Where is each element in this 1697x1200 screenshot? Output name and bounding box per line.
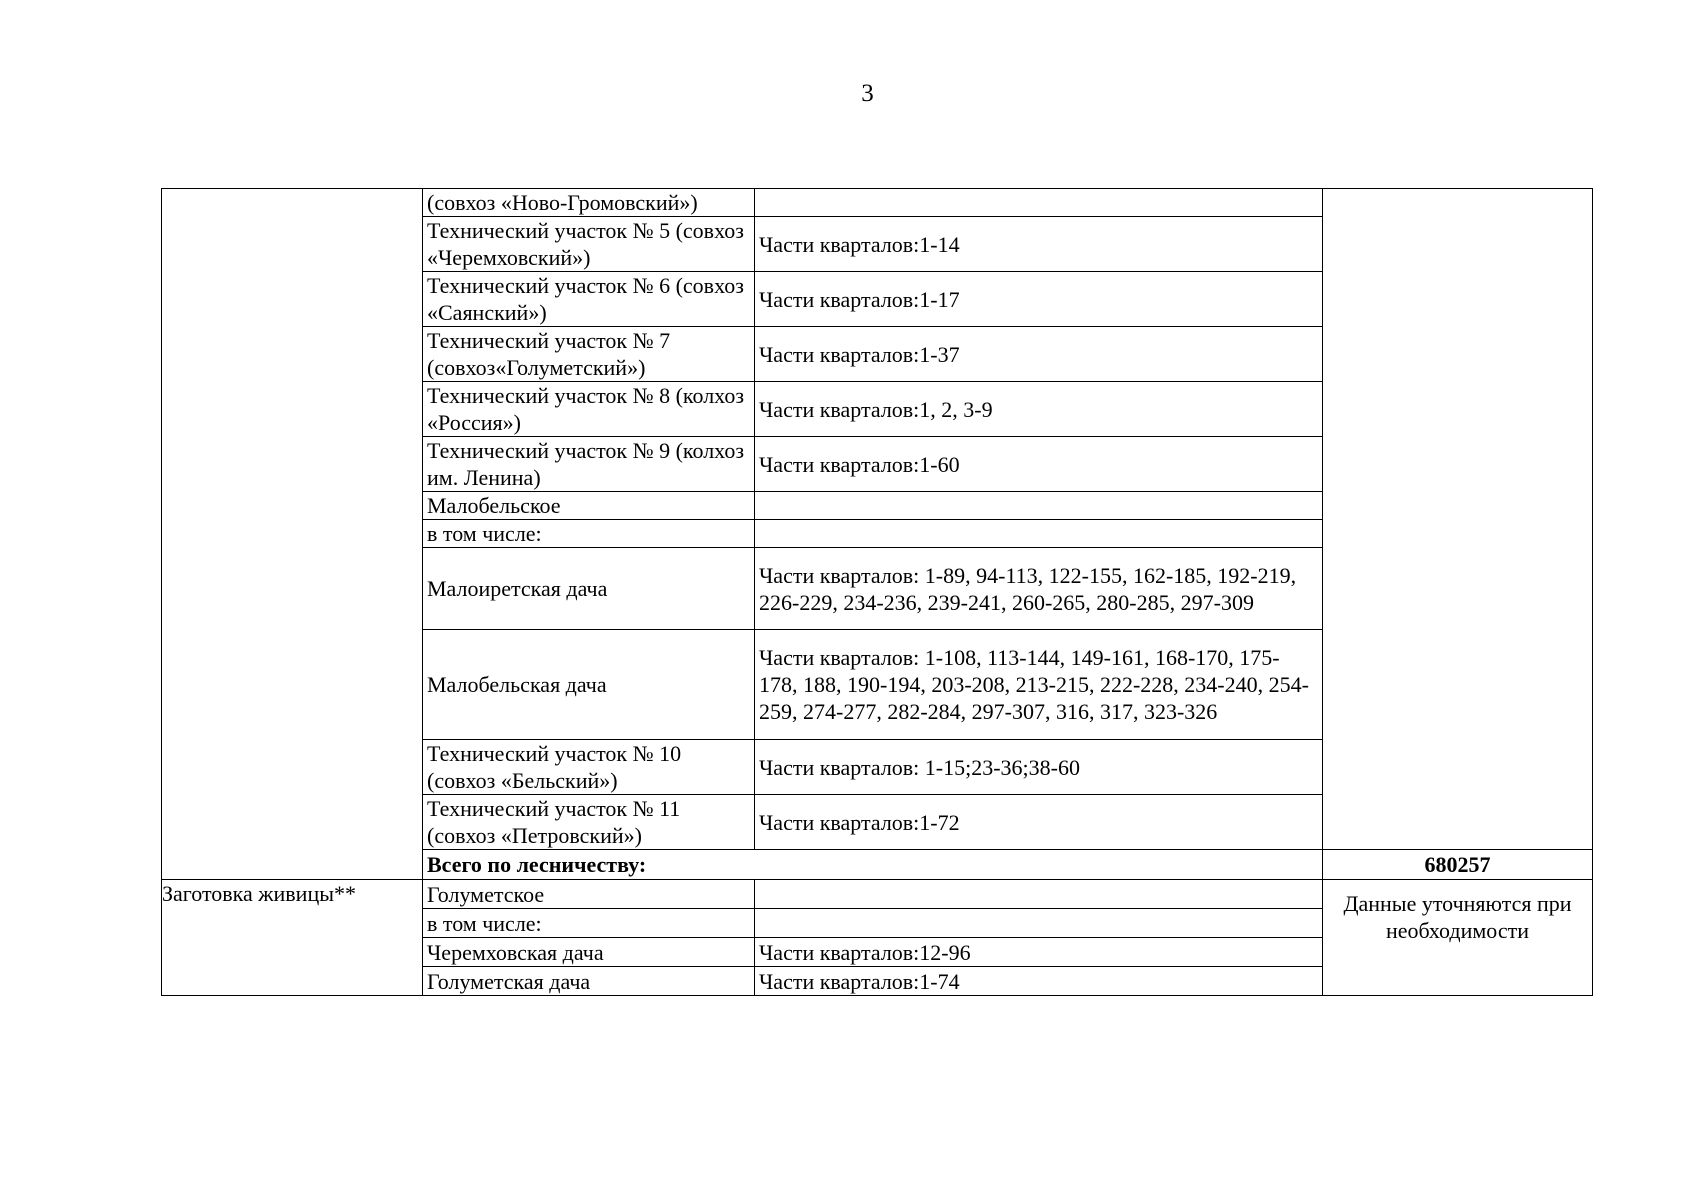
quarters-cell: Части кварталов:1-14: [755, 217, 1323, 272]
site-cell: Голуметское: [423, 880, 755, 909]
quarters-cell: Части кварталов: 1-108, 113-144, 149-161, 168-170, 175-178, 188, 190-194, 203-208, 213-215, 222-228, 234-240, 254-259, 274-277, 282-284, 297-307, 316, 317, 323-326: [755, 630, 1323, 740]
site-cell: (совхоз «Ново-Громовский»): [423, 189, 755, 217]
quarters-cell: Части кварталов:12-96: [755, 938, 1323, 967]
table-row: [162, 880, 1593, 909]
activity-cell: Заготовка живицы**: [162, 880, 423, 996]
site-cell: Технический участок № 6 (совхоз «Саянский»): [423, 272, 755, 327]
quarters-cell: Части кварталов:1-37: [755, 327, 1323, 382]
site-cell: Технический участок № 9 (колхоз им. Ленина): [423, 437, 755, 492]
site-cell: Технический участок № 10 (совхоз «Бельский»): [423, 740, 755, 795]
quarters-cell: Части кварталов:1-74: [755, 967, 1323, 996]
activity-cell-empty: [162, 189, 423, 880]
site-cell: Голуметская дача: [423, 967, 755, 996]
site-cell: в том числе:: [423, 909, 755, 938]
quarters-cell: [755, 880, 1323, 909]
quarters-cell: Части кварталов:1, 2, 3-9: [755, 382, 1323, 437]
site-cell: Малобельская дача: [423, 630, 755, 740]
quarters-cell: Части кварталов:1-17: [755, 272, 1323, 327]
site-cell: Технический участок № 7 (совхоз«Голуметский»): [423, 327, 755, 382]
quarters-cell: Части кварталов:1-60: [755, 437, 1323, 492]
quarters-cell: [755, 492, 1323, 520]
quarters-cell: [755, 520, 1323, 548]
volume-cell-empty: [1323, 189, 1593, 850]
quarters-cell: [755, 909, 1323, 938]
site-cell: Технический участок № 5 (совхоз «Черемховский»): [423, 217, 755, 272]
quarters-cell: Части кварталов: 1-89, 94-113, 122-155, 162-185, 192-219, 226-229, 234-236, 239-241, 260-265, 280-285, 297-309: [755, 548, 1323, 630]
site-cell: Черемховская дача: [423, 938, 755, 967]
page-number: 3: [861, 80, 874, 107]
site-cell: Малобельское: [423, 492, 755, 520]
quarters-cell: Части кварталов: 1-15;23-36;38-60: [755, 740, 1323, 795]
site-cell: в том числе:: [423, 520, 755, 548]
site-cell: Малоиретская дача: [423, 548, 755, 630]
note-cell: Данные уточняются при необходимости: [1323, 880, 1593, 996]
quarters-cell: Части кварталов:1-72: [755, 795, 1323, 850]
forest-allocation-table: [161, 188, 1593, 996]
site-cell: Технический участок № 8 (колхоз «Россия»): [423, 382, 755, 437]
table-row: [162, 189, 1593, 217]
total-value: 680257: [1323, 850, 1593, 880]
total-label: Всего по лесничеству:: [423, 850, 1323, 880]
quarters-cell: [755, 189, 1323, 217]
site-cell: Технический участок № 11 (совхоз «Петровский»): [423, 795, 755, 850]
